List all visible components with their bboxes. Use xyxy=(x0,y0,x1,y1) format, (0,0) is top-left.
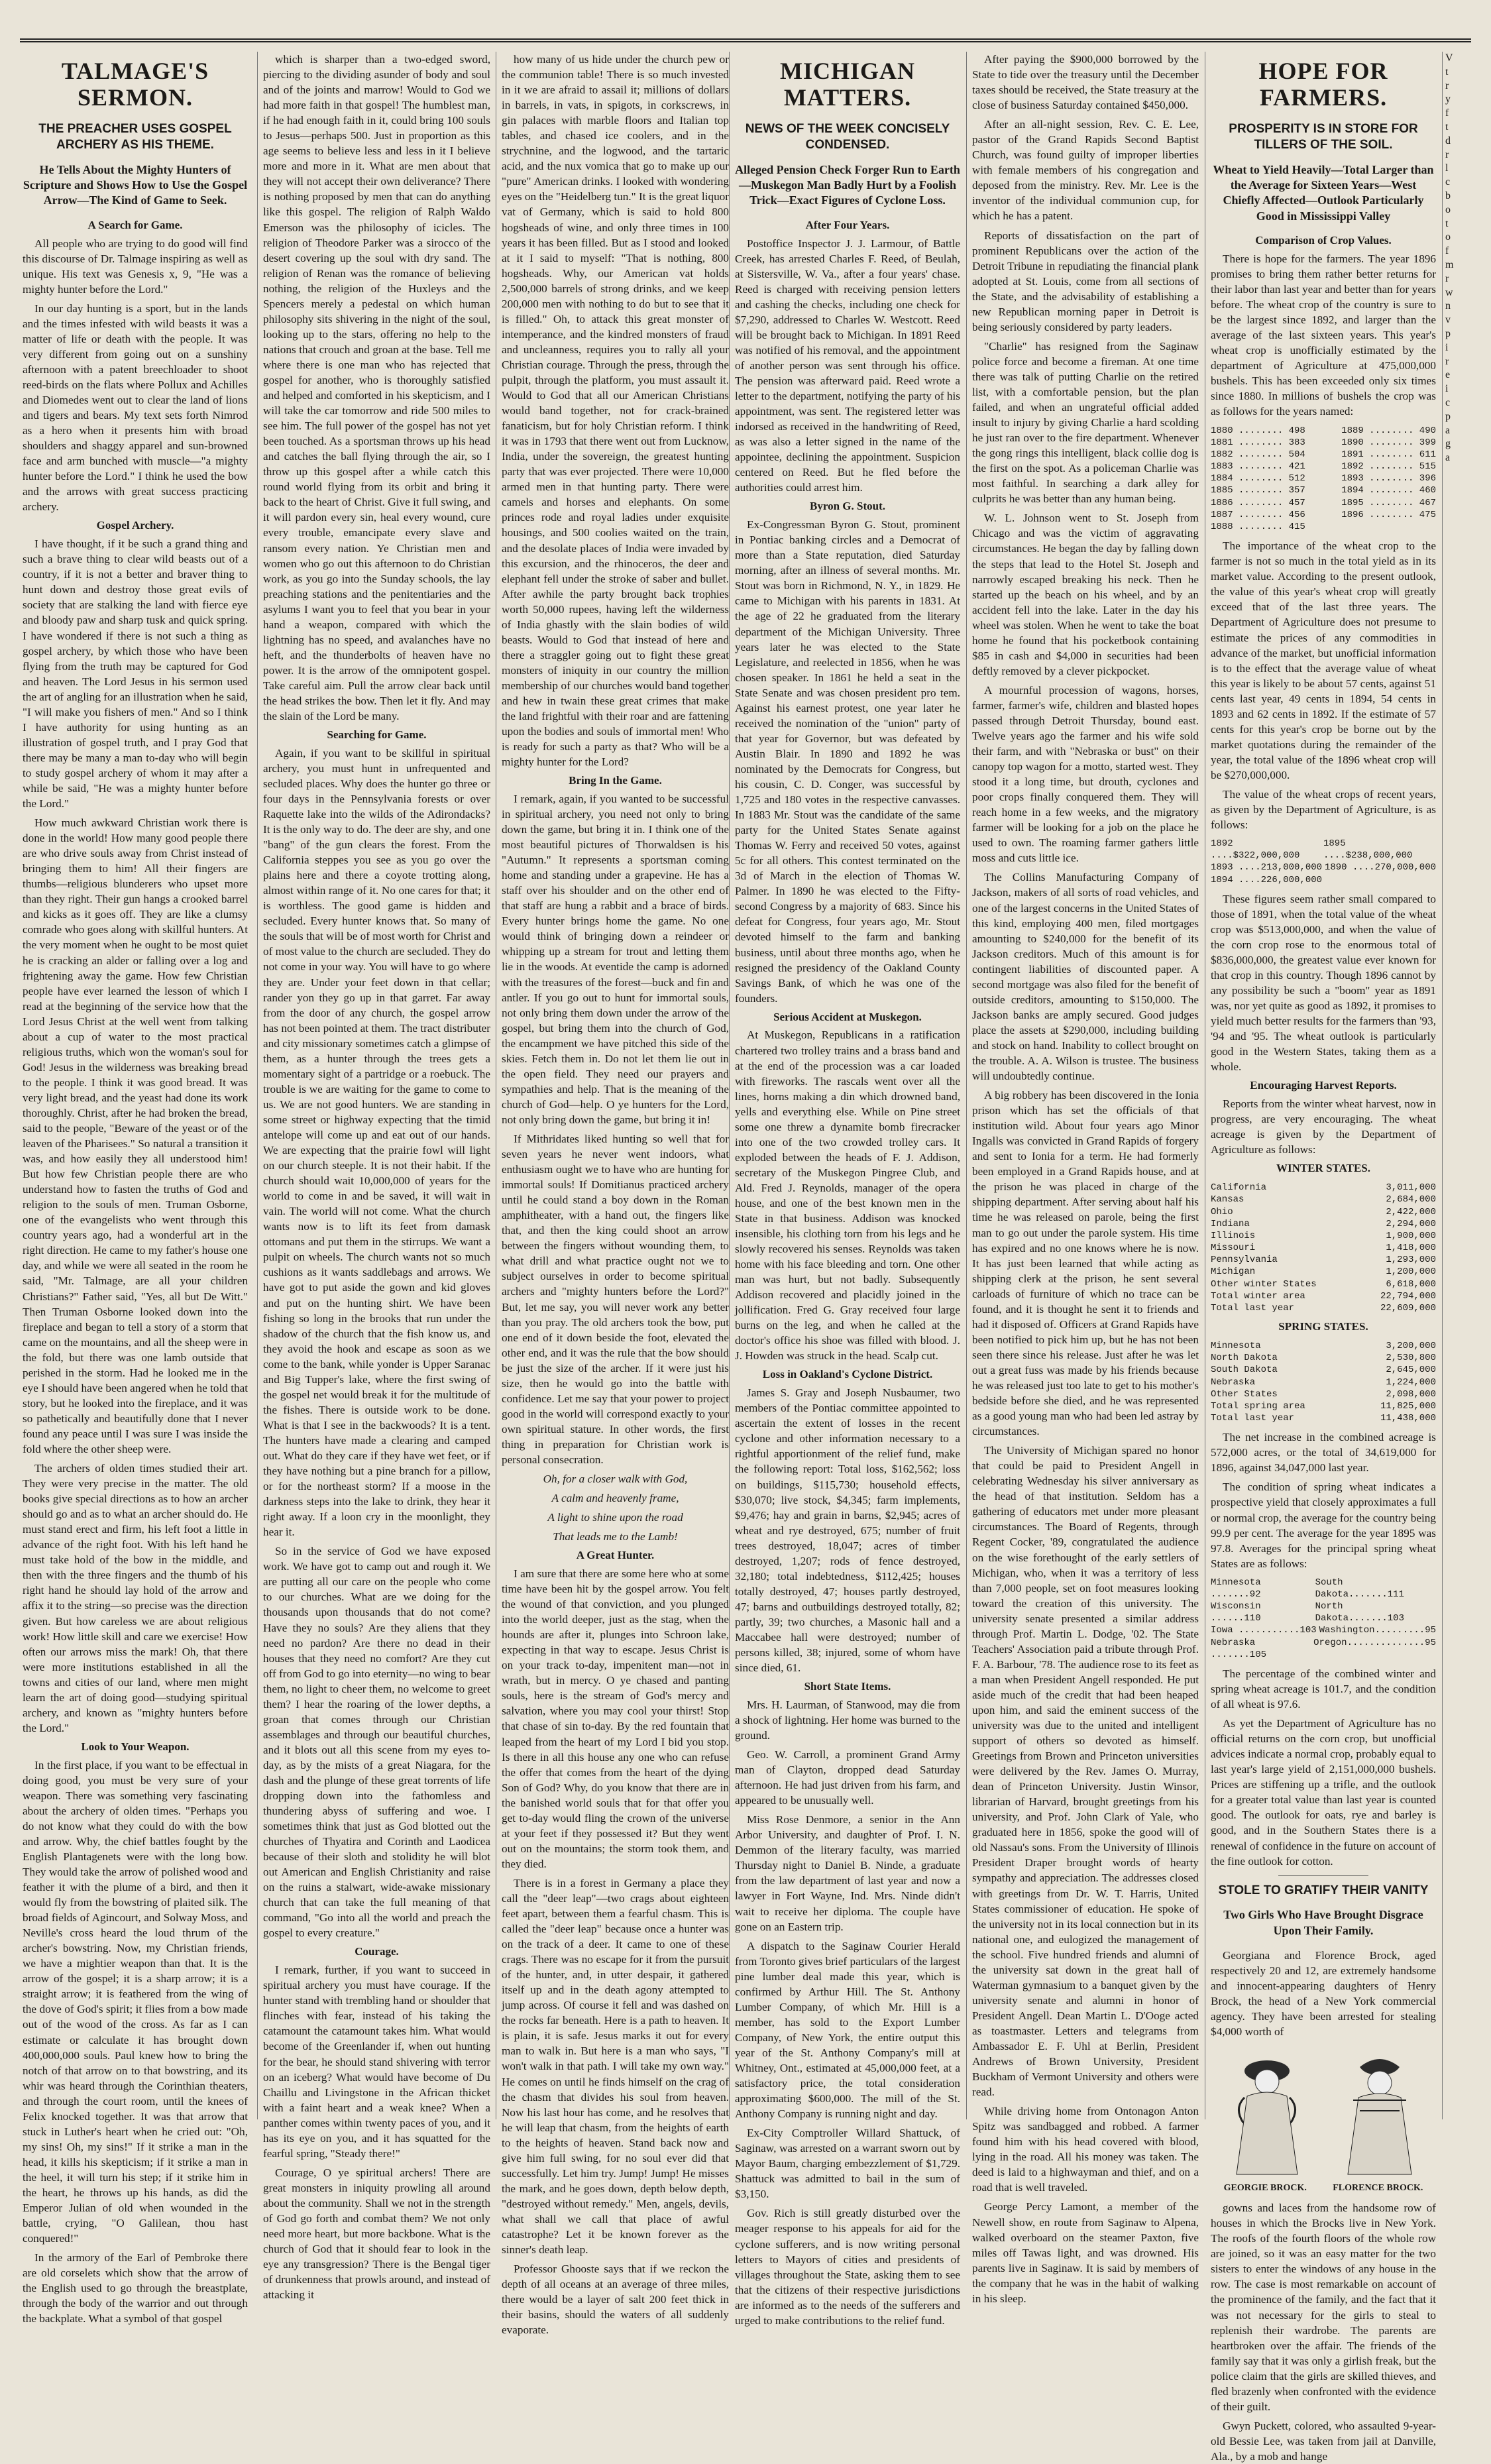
table-row xyxy=(1211,1600,1436,1624)
paragraph: James S. Gray and Joseph Nusbaumer, two members of the Pontiac committee appointed to ascertain the extent of losses in the recent cyclone and other information necessary to a rightful apportionment of the relief fund, make the following report: Total loss, $162,562; loss on buildings, $115,730; household effects, $30,070; live stock, $4,345; farm implements, $9,476; hay and grain in barns, $2,945; acres of wheat and rye destroyed, 675; number of fruit trees destroyed, 18,047; acres of timber destroyed, 1,207; rods of fence destroyed, 32,180; total indebtedness, $112,425; houses totally destroyed, 47; houses partly destroyed, 47; barns and outbuildings destroyed totally, 82; partly, 39; two churches, a Masonic hall and a Maccabee hall were destroyed; number of persons killed, 38; injured, some of whom have since died, 61. xyxy=(735,1386,960,1675)
table-cell: 3,011,000 xyxy=(1386,1182,1436,1194)
paragraph: Reports of dissatisfaction on the part of prominent Republicans over the action of the Detroit Tribune in repudiating the financial plank adopted at St. Louis, come from all sections of the State, and the advisability of establishing a new Republican morning paper in Detroit is being seriously considered by party leaders. xyxy=(972,229,1199,333)
paragraph: After an all-night session, Rev. C. E. Lee, pastor of the Grand Rapids Second Baptist Church, was found guilty of improper liberties with female members of his congregation and deposed from the ministry. Rev. Mr. Lee is the inventor of the individual communion cup, for which he has a patent. xyxy=(972,118,1199,223)
table-cell: Indiana xyxy=(1211,1218,1250,1229)
section-heading: Byron G. Stout. xyxy=(810,500,885,513)
paragraph: In the armory of the Earl of Pembroke there are old corselets which show that the arrow of the English used to go through the breastplate, through the body of the warrior and out through the backplate. What a symbol of that gospel xyxy=(23,2251,248,2325)
table-row xyxy=(1211,1376,1436,1388)
table-cell: South Dakota.......111 xyxy=(1315,1577,1404,1600)
table-cell: 2,294,000 xyxy=(1386,1218,1436,1229)
table-cell: 1,200,000 xyxy=(1386,1266,1436,1278)
caption-georgie: GEORGIE BROCK. xyxy=(1223,2183,1307,2194)
paragraph: Professor Ghooste says that if we reckon the depth of all oceans at an average of three miles, there would be a layer of salt 200 feet thick in their basins, should the waters of all suddenly evaporate. xyxy=(502,2263,729,2337)
paragraph: W. L. Johnson went to St. Joseph from Chicago and was the victim of aggravating circumstances. He began the day by falling down the steps that lead to the Hotel St. Joseph and narrowly escaped breaking his neck. Then he started up the beach on his wheel, and by an accident fell into the lake. Later in the day his wheel was stolen. When he went to take the boat home he found that his pocketbook containing $85 in cash and $4,000 in securities had been deftly removed by a clever pickpocket. xyxy=(972,512,1199,677)
table-row xyxy=(1211,1412,1436,1424)
column-talmage-cont2 xyxy=(496,52,729,2337)
subdeck-farmers: Wheat to Yield Heavily—Total Larger than the Average for Sixteen Years—West Chiefly Affected—Outlook Particularly Good in Mississippi Valley xyxy=(1213,162,1434,223)
table-cell: Nebraska xyxy=(1211,1376,1256,1388)
acreage-text xyxy=(1211,1429,1436,1571)
table-cell: Total last year xyxy=(1211,1303,1295,1314)
table-cell: Total winter area xyxy=(1211,1290,1305,1302)
table-row xyxy=(1211,1230,1436,1242)
table-cell: Michigan xyxy=(1211,1266,1256,1278)
text-line: c xyxy=(1445,176,1451,188)
table-row xyxy=(1211,473,1436,484)
crop-values-heading: Comparison of Crop Values. xyxy=(1255,234,1392,247)
text-line: w xyxy=(1445,286,1453,298)
table-cell: Oregon..............95 xyxy=(1313,1637,1436,1648)
table-row xyxy=(1211,521,1436,533)
deck-farmers: PROSPERITY IS IN STORE FOR TILLERS OF THE SOIL. xyxy=(1229,122,1418,152)
paragraph: At Muskegon, Republicans in a ratification chartered two trolley trains and a brass band and at the end of the procession was a car loaded with fireworks. The rascals went over all the lines, horns making a din which drowned band, yells and everything else. While on Pine street some one threw a dynamite bomb firecracker into one of the two crowded trolley cars. It exploded between the heads of F. J. Addison, secretary of the Muskegon Pingree Club, and Ald. Fred J. Reynolds, manager of the opera house, and one of the best known men in the State in that business. Addison was knocked insensible, his clothing torn from his legs and he slowly recovered his senses. Reynolds was taken home with his face bleeding and torn. One other man was hurt, but not badly. Subsequently Addison recovered and placidly joined in the jollification. Fred G. Gray received four large burns on the leg, and when he called at the doctor's office his shoe was filled with blood. J. J. Howden was struck in the head. Scalp cut. xyxy=(735,1029,960,1363)
section-heading: Look to Your Weapon. xyxy=(81,1740,190,1753)
table-cell: 2,684,000 xyxy=(1386,1194,1436,1205)
table-row xyxy=(1211,874,1436,886)
table-cell: Illinois xyxy=(1211,1230,1256,1241)
table-cell: 11,825,000 xyxy=(1380,1400,1436,1412)
deck-michigan: NEWS OF THE WEEK CONCISELY CONDENSED. xyxy=(745,122,950,152)
text-line: y xyxy=(1445,93,1451,105)
paragraph: While driving home from Ontonagon Anton Spitz was sandbagged and robbed. A farmer found him with his head covered with blood, lying in the road. All his money was taken. The deed is laid to a highwayman and thief, and on a road that is well traveled. xyxy=(972,2105,1199,2194)
headline-vanity: STOLE TO GRATIFY THEIR VANITY xyxy=(1218,1883,1429,1897)
table-cell: 1890 ....270,000,000 xyxy=(1324,862,1436,873)
paragraph: There is in a forest in Germany a place they call the "deer leap"—two crags about eighteen feet apart, between them a fearful chasm. This is called the "deer leap" because once a hunter was on the track of a deer. It came to one of these crags. There was no escape for it from the pursuit of the hunter, and, in utter despair, it gathered itself up and in the death agony attempted to jump across. Of course it fell and was dashed on the rocks far beneath. Here is a path to heaven. It is plain, it is safe. Jesus marks it out for every man to walk in. But here is a man who says, "I won't walk in that path. I will take my own way." He comes on until he finds himself on the crag of the chasm that divides his soul from heaven. Now his last hour has come, and he resolves that he will leap that chasm, from the heights of earth to the heights of heaven. Stand back now and give him full swing, for no soul ever did that successfully. Let him try. Jump! Jump! He misses the mark, and he goes down, depth below depth, "destroyed without remedy." Men, angels, devils, what shall we call that place of awful catastrophe? Let it be known forever as the sinner's death leap. xyxy=(502,1876,729,2257)
paragraph: These figures seem rather small compared to those of 1891, when the total value of the wheat crop was $513,000,000, and when the value of the corn crop rose to the enormous total of $836,000,000, the greatest value ever known for that crop in this country. Though 1896 cannot by any possibility be such a "boom" year as 1891 was, nor yet quite as good as 1892, it promises to yield much better results for the farmers than '93, '94 and '95. The wheat outlook is particularly good in the Western States, taking them as a whole. xyxy=(1211,892,1436,1074)
text-line: p xyxy=(1445,327,1451,339)
table-row xyxy=(1211,1218,1436,1230)
column-farmers xyxy=(1205,52,1436,2463)
verse-line: Oh, for a closer walk with God, xyxy=(543,1473,688,1486)
column-talmage xyxy=(23,52,248,2325)
table-cell: Wisconsin ......110 xyxy=(1211,1601,1261,1624)
paragraph: The University of Michigan spared no honor that could be paid to President Angell in celebrating Wednesday his silver anniversary as the head of that institution. Seldom has a gathering of educators met under more pleasant circumstances. The Board of Regents, through Regent Cocker, '89, congratulated the audience on the wise forethought of the early settlers of Michigan, who, when it was a territory of less than 7,000 people, set on foot measures looking toward the creation of this university. The university senate presented a similar address through Prof. Martin L. Dodge, '02. The State Teachers' Association paid a tribute through Prof. F. A. Barbour, '78. The audience rose to its feet as a man when President Angell responded. He put aside much of the credit that had been heaped upon him, and said the eminent success of the university was due to the united and intelligent support of others so devoted as himself. Greetings from Brown and Princeton universities were delivered by the Rev. James O. Murray, dean of Princeton University. Justin Winsor, librarian of Harvard, brought greetings from his university, and Prof. John Clark of Yale, who graduated here in 1856, spoke the good will of old Nassau's sons. From the University of Illinois President Draper brought words of hearty sympathy and appreciation. The addresses closed with greetings from Dr. W. T. Harris, United States commissioner of education. He spoke of the university not in its local connection but in its national one, and eulogized the management of the school. Five hundred friends and alumni of the university sat down in the great hall of Waterman gymnasium to a banquet given by the university senate and alumni in honor of President Angell. Dean Martin L. D'Ooge acted as toastmaster. Letters and telegrams from Ambassador E. F. Uhl at Berlin, President Andrews of Brown University, President Buckham of Vermont University and others were read. xyxy=(972,1444,1199,2099)
table-cell: 22,794,000 xyxy=(1380,1290,1436,1302)
table-cell: 1889 ........ 490 xyxy=(1341,425,1436,436)
body-michigan xyxy=(735,218,960,2328)
paragraph: Courage, O ye spiritual archers! There are great monsters in iniquity prowling all around about the community. Shall we not in the strength of God go forth and combat them? We not only need more heart, but more backbone. What is the church of God that it should fear to look in the eye any transgression? There is the Bengal tiger of drunkenness that prowls around, and instead of attacking it xyxy=(263,2166,490,2302)
section-heading: Loss in Oakland's Cyclone District. xyxy=(762,1368,933,1381)
table-cell: 1890 ........ 399 xyxy=(1341,437,1436,448)
headline-farmers: HOPE FOR FARMERS. xyxy=(1258,58,1388,111)
paragraph: If Mithridates liked hunting so well that for seven years he never went indoors, what enthusiasm ought we to have who are hunting for immortal souls! If Domitianus practiced archery until he could stand a boy down in the Roman amphitheater, with a hand out, the fingers like that, and then the king could shoot an arrow between the fingers without wounding them, to what drill and what practice ought not we to subject ourselves in order to become spiritual archers and "mighty hunters before the Lord?" But, let me say, you will never work any better than you pray. The old archers took the bow, put one end of it down beside the foot, elevated the other end, and it was the rule that the bow should be just the size of the archer. If it were just his size, then he would go into the battle with confidence. Let me say that your power to project good in the world will correspond exactly to your own spiritual stature. In other words, the first thing in preparation for Christian work is personal consecration. xyxy=(502,1133,729,1466)
section-heading: Courage. xyxy=(355,1945,399,1958)
paragraph: I have thought, if it be such a grand thing and such a brave thing to clear wild beasts out of a country, if it is not a better and braver thing to hunt down and destroy those great evils of society that are stalking the land with fierce eye and bloody paw and sharp tusk and quick spring. I have wondered if there is not such a thing as gospel archery, by which those who have been flying from the truth may be captured for God and heaven. The Lord Jesus in his sermon used the art of angling for an illustration when he said, "I will make you fishers of men." And so I think I have authority for using hunting as an illustration of gospel truth, and I pray God that there may be many a man to-day who will begin to study gospel archery of whom it may after a while be said, "He was a mighty hunter before the Lord." xyxy=(23,537,248,811)
paragraph: Geo. W. Carroll, a prominent Grand Army man of Clayton, dropped dead Saturday afternoon. He had just driven from his farm, and appeared to be unusually well. xyxy=(735,1748,960,1807)
deck-vanity: Two Girls Who Have Brought Disgrace Upon Their Family. xyxy=(1223,1908,1423,1937)
paragraph: Ex-City Comptroller Willard Shattuck, of Saginaw, was arrested on a warrant sworn out by Mayor Baum, charging embezzlement of $1,729. Shattuck was admitted to bail in the sum of $3,150. xyxy=(735,2127,960,2201)
table-cell: 1885 ........ 357 xyxy=(1211,485,1305,496)
text-line: t xyxy=(1445,217,1449,229)
paragraph: Georgiana and Florence Brock, aged respectively 20 and 12, are extremely handsome and innocent-appearing daughters of Henry Brock, the head of a New York commercial agency. They have been arrested for stealing $4,000 worth of xyxy=(1211,1949,1436,2039)
table-row xyxy=(1211,1266,1436,1278)
crop-values-text xyxy=(1211,251,1436,420)
georgie-brock-portrait xyxy=(1221,2044,1313,2177)
paragraph: The percentage of the combined winter and spring wheat acreage is 101.7, and the condition of all wheat is 97.6. xyxy=(1211,1667,1436,1711)
caption-florence: FLORENCE BROCK. xyxy=(1333,2183,1423,2194)
paragraph: how many of us hide under the church pew or the communion table! There is so much invested in it we are afraid to assail it; millions of dollars in barrels, in vats, in spigots, in corkscrews, in gin palaces with marble floors and Italian top tables, and chased ice coolers, and in the strychnine, and the logwood, and the tartaric acid, and the nux vomica that go to make up our "pure" American drinks. I looked with wondering eyes on the "Heidelberg tun." It is the great liquor vat of Germany, which is said to hold 800 hogsheads of wine, and only three times in 100 years it has been filled. But as I stood and looked at it I said to myself: "That is nothing, 800 hogsheads. Why, our American vat holds 2,500,000 barrels of strong drinks, and we keep 200,000 men with nothing to do but to see that it is filled." Oh, to attack this great monster of intemperance, and the kindred monsters of fraud and uncleanness, requires you to rally all your Christian courage. Through the press, through the pulpit, through the platform, you must assault it. Would to God that all our American Christians would band together, not for crack-brained fanaticism, but for holy Christian reform. I think it was in 1793 that there went out from Lucknow, India, under the sovereign, the greatest hunting party that was ever projected. There were 10,000 armed men in that hunting party. There were camels and horses and elephants. On some princes rode and royal ladies under exquisite housings, and 500 coolies waited on the train, and the desolate places of India were invaded by this excursion, and the rhinoceros, the deer and elephant fell under the stroke of saber and bullet. After awhile the party brought back trophies worth 50,000 rupees, having left the wilderness of India ghastly with the slain bodies of wild beasts. Would to God that instead of here and there a straggler going out to fight these great monsters of iniquity in our country the million membership of our churches would band together and hew in twain these great crimes that make the land frightful with their roar and are fattening upon the bodies and souls of immortal men! Who is ready for such a party as that? Who will be a mighty hunter for the Lord? xyxy=(502,53,729,769)
table-cell: 1888 ........ 415 xyxy=(1211,522,1305,533)
table-cell: 1,293,000 xyxy=(1386,1255,1436,1266)
verse-line: That leads me to the Lamb! xyxy=(553,1530,678,1543)
paragraph: As yet the Department of Agriculture has no official returns on the corn crop, but unofficial advices indicate a normal crop, probably equal to last year's large yield of 2,151,000,000 bushels. Prices are stiffening up a trifle, and the outlook for a greater total value than last year is counted good. The outlook for oats, rye and barley is good, and in the Southern States there is a renewal of confidence in the future on account of the fine outlook for cotton. xyxy=(1211,1717,1436,1868)
text-line: r xyxy=(1445,355,1449,367)
vanity-text xyxy=(1211,1948,1436,2039)
table-row xyxy=(1211,1637,1436,1661)
table-cell: 1,224,000 xyxy=(1386,1376,1436,1388)
paragraph: George Percy Lamont, a member of the Newell show, en route from Saginaw to Alpena, walked overboard on the steamer Paxton, five miles off Tawas light, and was drowned. His parents live in Saginaw. It is said by members of the company that he was in the habit of walking in his sleep. xyxy=(972,2200,1199,2305)
spring-states-table xyxy=(1211,1340,1436,1424)
column-talmage-cont xyxy=(257,52,490,2302)
table-cell: 2,422,000 xyxy=(1386,1206,1436,1217)
table-row xyxy=(1211,1302,1436,1314)
paragraph: There is hope for the farmers. The year 1896 promises to bring them rather better returns for their labor than last year and better than for years before. The wheat crop of the country is sure to be the largest since 1892, and larger than the average of the last sixteen years. This year's wheat crop is unofficially estimated by the department of Agriculture at 475,000,000 bushels. This has been exceeded only six times since 1880. In millions of bushels the crop was as follows for the years named: xyxy=(1211,252,1436,418)
section-heading: After Four Years. xyxy=(805,218,890,231)
text-line: V xyxy=(1445,52,1453,64)
table-cell: Other winter States xyxy=(1211,1278,1317,1290)
table-cell: Washington.........95 xyxy=(1319,1625,1436,1636)
text-line: f xyxy=(1445,245,1449,257)
paragraph: I remark, further, if you want to succeed in spiritual archery you must have courage. If the hunter stand with trembling hand or shoulder that flinches with fear, instead of his taking the catamount the catamount takes him. What would become of the Greenlander if, when out hunting for the bear, he should stand shivering with terror on an iceberg? What would have become of Du Chaillu and Livingstone in the African thicket with a faint heart and a weak knee? When a panther comes within twenty paces of you, and it has its eye on you, and it has squatted for the fearful spring, "Steady there!" xyxy=(263,1964,490,2160)
paragraph: In the first place, if you want to be effectual in doing good, you must be very sure of your weapon. There was something very fascinating about the archery of olden times. "Perhaps you do not know what they could do with the bow and arrow. Why, the chief battles fought by the English Plantagenets were with the long bow. They would take the arrow of polished wood and feather it with the plume of a bird, and then it would fly from the bowstring of plaited silk. The broad fields of Agincourt, and Solway Moss, and Neville's cross heard the loud thrum of the archer's bowstring. Now, my Christian friends, we have a mightier weapon than that. It is the arrow of the gospel; it is a sharp arrow; it is a straight arrow; it is feathered from the wing of the dove of God's spirit; it flies from a bow made out of the wood of the cross. As far as I can estimate or calculate it has brought down 400,000,000 souls. Paul knew how to bring the notch of that arrow on to that bowstring, and its whir was heard through the Corinthian theaters, and through the court room, until the knees of Felix knocked together. It was that arrow that stuck in Luther's heart when he cried out: "Oh, my sins! Oh, my sins!" If it strike a man in the head, it kills his skepticism; if it strike a man in the heel, it will turn his step; if it strike him in the heart, he throws up his hands, as did the Emperor Julian of old when wounded in the battle, crying, "O Galilean, thou hast conquered!" xyxy=(23,1758,248,2245)
florence-brock-portrait xyxy=(1333,2044,1426,2177)
text-line: d xyxy=(1445,135,1451,146)
table-row xyxy=(1211,838,1436,862)
table-cell: 1893 ........ 396 xyxy=(1341,473,1436,484)
column-edge-fragment xyxy=(1442,52,1477,2119)
paragraph: The condition of spring wheat indicates a prospective yield that closely approximates a full or normal crop, the average for the country being 99.9 per cent. The average for the year 1895 was 97.8. Averages for the principal spring wheat States are as follows: xyxy=(1211,1481,1436,1570)
text-line: r xyxy=(1445,80,1449,91)
table-cell: Iowa ...........103 xyxy=(1211,1625,1317,1636)
paragraph: So in the service of God we have exposed work. We have got to camp out and rough it. We are putting all our care on the people who come to our churches. What are we doing for the thousands upon thousands that do not come? Have they no souls? Are they aliens that they need no pardon? Are there no dead in their houses that they need no comfort? Are they cut off from God to go into eternity—no wing to bear them, no light to cheer them, no welcome to greet them? I hear the roaring of the lower depths, a groan that comes through our Christian assemblages and through our beautiful churches, and it blots out all this scene from my eyes to-day, as by the mists of a great Niagara, for the dash and the plunge of these great torrents of life dropping down into the fathomless and thundering abyss of suffering and woe. I sometimes think that just as God blotted out the churches of Thyatira and Corinth and Laodicea because of their sloth and stolidity he will blot out American and English Christianity and raise on the ruins a stalwart, wide-awake missionary church that can take the full meaning of that command, "Go into all the world and preach the gospel to every creature." xyxy=(263,1545,490,1940)
table-cell: 1894 ........ 460 xyxy=(1341,485,1436,496)
paragraph: After paying the $900,000 borrowed by the State to tide over the treasury until the December taxes should be received, the State treasury at the close of business Saturday contained $450,000. xyxy=(972,53,1199,112)
corn-outlook-text xyxy=(1211,1666,1436,1869)
table-row xyxy=(1211,437,1436,449)
table-cell: 1881 ........ 383 xyxy=(1211,437,1305,448)
table-cell: 3,200,000 xyxy=(1386,1340,1436,1351)
table-row xyxy=(1211,1278,1436,1290)
table-cell: 1892 ....$322,000,000 xyxy=(1211,838,1300,862)
paragraph: gowns and laces from the handsome row of houses in which the Brocks live in New York. The roofs of the fourth floors of the whole row are joined, so it was an easy matter for the two sisters to enter the windows of any house in the row. The case is most remarkable on account of the prominence of the family, and the fact that it was not necessary for the girls to steal to replenish their wardrobe. The parents are heartbroken over the affair. The friends of the family say that it was only a girlish freak, but the police claim that the girls are skilled thieves, and fled brazenly when confronted with the evidence of their guilt. xyxy=(1211,2202,1436,2413)
text-line: l xyxy=(1445,162,1449,174)
text-line: v xyxy=(1445,314,1451,326)
text-line: o xyxy=(1445,231,1451,243)
table-cell: 2,645,000 xyxy=(1386,1365,1436,1376)
section-heading: Bring In the Game. xyxy=(569,774,662,787)
table-row xyxy=(1211,1206,1436,1218)
deck-talmage: THE PREACHER USES GOSPEL ARCHERY AS HIS THEME. xyxy=(38,122,232,152)
headline-talmage: TALMAGE'S SERMON. xyxy=(61,58,209,111)
table-cell: Total last year xyxy=(1211,1413,1295,1424)
table-row xyxy=(1211,1254,1436,1266)
table-cell: 1895 ........ 467 xyxy=(1341,497,1436,508)
table-cell: 1894 ....226,000,000 xyxy=(1211,874,1323,885)
table-row xyxy=(1211,1624,1436,1636)
paragraph: Postoffice Inspector J. J. Larmour, of Battle Creek, has arrested Charles F. Reed, of Beulah, at Sistersville, W. Va., after a four years' chase. Reed is charged with receiving pension letters and cashing the checks, including one check for $7,290, addressed to Charles W. Westcott. Reed will be brought back to Michigan. In 1891 Reed was notified of his removal, and the appointment of another person was sent through his office. The pension was afterward paid. Reed wrote a letter to the department, notifying the party of his appointment, was sent. The registered letter was indorsed as received in the handwriting of Reed, as was also a letter signed in the name of the appointee, declining the appointment. Suspicion centered on Reed. But he fled before the authorities could arrest him. xyxy=(735,237,960,494)
body-talmage-cont xyxy=(263,52,490,2302)
paragraph: The importance of the wheat crop to the farmer is not so much in the total yield as in its market value. According to the present outlook, the value of this year's wheat crop will greatly exceed that of the last three years. The Department of Agriculture does not presume to estimate the prices of any commodities in advance of the market, but unofficial information is to the effect that the average value of wheat this year is likely to be about 57 cents, against 51 cents last year, 49 cents in 1894, 54 cents in 1893 and 62 cents in 1892. If the estimate of 57 cents for this year's crop be borne out by the market quotations during the remainder of the year, the total value of the 1896 wheat crop will be $270,000,000. xyxy=(1211,539,1436,781)
text-line: i xyxy=(1445,383,1449,395)
column-michigan-cont xyxy=(966,52,1199,2305)
table-cell: Kansas xyxy=(1211,1194,1244,1205)
paragraph: Mrs. H. Laurman, of Stanwood, may die from a shock of lightning. Her home was burned to the ground. xyxy=(735,1698,960,1742)
section-heading: Short State Items. xyxy=(804,1680,891,1693)
paragraph: Ex-Congressman Byron G. Stout, prominent in Pontiac banking circles and a Democrat of more than a State reputation, died Saturday morning, after an illness of several months. Mr. Stout was born in Richmond, N. Y., in 1829. He came to Michigan with his parents in 1831. At the age of 22 he graduated from the literary department of the Michigan University. Three years later he was elected to the State Legislature, and reelected in 1856, when he was chosen speaker. In 1861 he held a seat in the State Senate and was chosen president pro tem. Against his earnest protest, one year later he received the nomination of the "union" party of that year for Governor, but was defeated by Austin Blair. In 1890 and 1892 he was nominated by the Democrats for Congress, but his cousin, C. D. Conger, was successful by 1,725 and 180 votes in the respective canvasses. In 1883 Mr. Stout was the candidate of the same party for the United States Senate against Thomas W. Ferry and received 50 votes, against 5c for all others. This contest terminated on the 3d of March in the election of Thomas W. Palmer. In 1890 he was elected to the Fifty-second Congress by a majority of 683. Since his defeat for Congress, four years ago, Mr. Stout devoted himself to the farm and banking business, until about three months ago, when he resigned the presidency of the Oakland County Savings Bank, of which he was one of the founders. xyxy=(735,518,960,1005)
table-cell: 1891 ........ 611 xyxy=(1341,449,1436,460)
table-cell: 1884 ........ 512 xyxy=(1211,473,1305,484)
paragraph: A dispatch to the Saginaw Courier Herald from Toronto gives brief particulars of the largest pine lumber deal made this year, which is confirmed by Arthur Hill. The St. Anthony Lumber Company, of which Mr. Hill is a member, has sold to the Export Lumber Company, of New York, the entire output this year of the St. Anthony Company's mill at Whitney, Ont., estimated at 45,000,000 feet, at a satisfactory price, the total consideration approximating $600,000. The mill of the St. Anthony Company is running night and day. xyxy=(735,1939,960,2121)
paragraph: "Charlie" has resigned from the Saginaw police force and become a fireman. At one time there was talk of putting Charlie on the retired list, with a comfortable pension, but the plan failed, and when an ungrateful official added insult to injury by giving Charlie a hard scolding he just ran over to the fire department. Whenever the gong rings this intelligent, black collie dog is the first on the spot. As a policeman Charlie was most faithful. In searching a dark alley for culprits he was better than any human being. xyxy=(972,339,1199,506)
edge-letters xyxy=(1445,52,1477,465)
paragraph: The archers of olden times studied their art. They were very precise in the matter. The old books give special directions as to how an archer should go and as to what an archer should do. He must stand erect and firm, his left foot a little in advance of the right foot. With his left hand he must take hold of the bow in the middle, and then with the three fingers and the thumb of his right hand he should lay hold of the arrow and affix it to the string—so precise was the direction given. But how careless we are about religious work! How little skill and care we exercise! How often our arrows miss the mark! Oh, that there were more institutions established in all the towns and cities of our land, where men might learn the art of doing good—studying spiritual archery, and known as "mighty hunters before the Lord." xyxy=(23,1462,248,1734)
table-cell: 1893 ....213,000,000 xyxy=(1211,862,1323,873)
table-cell: 1,418,000 xyxy=(1386,1243,1436,1254)
winter-states-table xyxy=(1211,1182,1436,1314)
body-talmage xyxy=(23,218,248,2327)
text-line: r xyxy=(1445,272,1449,284)
condition-table xyxy=(1211,1577,1436,1661)
paragraph: In our day hunting is a sport, but in the lands and the times infested with wild beasts it was a matter of life or death with the people. It was very different from going out on a sunshiny afternoon with a patent breechloader to shoot reed-birds on the flats where Pollux and Achilles and Diomedes went out to clear the land of lions and tigers and bears. My text sets forth Nimrod as a hero when it presents him with broad shoulders and shaggy apparel and sun-browned face and arm bunched with muscle—"a mighty hunter before the Lord." I think he used the bow and the arrows with great success practicing archery. xyxy=(23,302,248,514)
subdeck-talmage: He Tells About the Mighty Hunters of Scripture and Shows How to Use the Gospel Arrow—The Kind of Game to Seek. xyxy=(23,162,248,207)
crop-dollar-table xyxy=(1211,838,1436,886)
table-cell: Ohio xyxy=(1211,1206,1233,1217)
text-line: a xyxy=(1445,424,1451,436)
table-cell: 22,609,000 xyxy=(1380,1303,1436,1314)
table-cell: South Dakota xyxy=(1211,1365,1278,1376)
table-cell: Total spring area xyxy=(1211,1400,1305,1412)
crop-value-text xyxy=(1211,538,1436,832)
verse-line: A light to shine upon the road xyxy=(547,1511,683,1524)
table-row xyxy=(1211,862,1436,873)
text-line: a xyxy=(1445,452,1451,464)
paragraph: Miss Rose Denmore, a senior in the Ann Arbor University, and daughter of Prof. I. N. Demmon of the literary faculty, was married Thursday night to Daniel B. Ninde, a graduate from the law department of last year and now a lawyer in Fort Wayne, Ind. Mrs. Ninde didn't wait to receive her diploma. The couple have gone on an Eastern trip. xyxy=(735,1813,960,1933)
table-row xyxy=(1211,484,1436,496)
text-line: g xyxy=(1445,438,1451,450)
table-cell: Minnesota xyxy=(1211,1340,1261,1351)
harvest-heading: Encouraging Harvest Reports. xyxy=(1250,1079,1397,1092)
text-line: m xyxy=(1445,258,1454,270)
table-row xyxy=(1211,449,1436,461)
table-cell: North Dakota.......103 xyxy=(1315,1601,1404,1624)
table-row xyxy=(1211,1182,1436,1194)
paragraph: A big robbery has been discovered in the Ionia prison which has set the officials of that institution wild. About four years ago Minor Ingalls was convicted in Grand Rapids of forgery and sent to Ionia for a term. He had formerly been employed in a Grand Rapids house, and at the prison he was placed in charge of the shipping department. After serving about half his time he was released on parole, being the first man to go out under the parole system. His time has expired and no one knows where he is now. It has just been learned that while acting as shipping clerk at the prison, he sent several carloads of furniture of which no trace can be found, and it is thought he sent it to friends and had it disposed of. Officers at Grand Rapids have been notified to pick him up, but he has not been seen there since his release. Just after he was let out a great fuss was made by his friends because he was released just too late to get to his mother's bedside before she died, and he was represented as a good young man who had been led astray by circumstances. xyxy=(972,1089,1199,1438)
verse-line: A calm and heavenly frame, xyxy=(551,1492,679,1505)
section-heading: A Great Hunter. xyxy=(576,1549,655,1562)
column-michigan xyxy=(729,52,960,2327)
text-line: r xyxy=(1445,148,1449,160)
table-row xyxy=(1211,1364,1436,1376)
paragraph: Gwyn Puckett, colored, who assaulted 9-year-old Bessie Lee, was taken from jail at Danville, Ala., by a mob and hange xyxy=(1211,2419,1436,2463)
harvest-text xyxy=(1211,1096,1436,1157)
table-cell: 1895 ....$238,000,000 xyxy=(1323,838,1413,862)
table-row xyxy=(1211,509,1436,521)
table-row xyxy=(1211,1400,1436,1412)
top-rule xyxy=(20,38,1471,42)
paragraph: How much awkward Christian work there is done in the world! How many good people there are who drive souls away from Christ instead of bringing them to him! All their fingers are thumbs—religious blunderers who upset more than they right. Their gun hangs a crooked barrel and kicks as it goes off. They are like a clumsy comrade who goes along with skillful hunters. At the very moment when he ought to be most quiet he is cracking an alder or falling over a log and frightening away the game. How few Christian people have ever learned the lesson of which I read at the beginning of the service how that the Lord Jesus Christ at the well went from talking about a cup of water to the most practical religious truths, which won the woman's soul for God! Jesus in the wilderness was breaking bread to the people. I think it was good bread. It was very light bread, and the yeast had done its work thoroughly. Christ, after he had broken the bread, said to the people, "Beware of the yeast or of the leaven of the Pharisees." So natural a transition it was, and how easily they all understood him! But how few Christian people there are who understand how to fasten the truths of God and religion to the souls of men. Truman Osborne, one of the evangelists who went through this country years ago, had a wonderful art in the right direction. He came to my father's house one day, and while we were all seated in the room he said, "Mr. Talmage, are all your children Christians?" Father said, "Yes, all but De Witt." Then Truman Osborne looked down into the fireplace and began to tell a story of a storm that came on the mountains, and all the sheep were in the fold, but there was one lamb outside that perished in the storm. Had he looked me in the eye I should have been angered when he told that story, but he looked into the fireplace, and it was so pathetically and beautifully done that I never found any peace until I was sure I was inside the fold where the other sheep were. xyxy=(23,816,248,1455)
text-line: t xyxy=(1445,66,1449,78)
text-line: f xyxy=(1445,107,1449,119)
section-heading: Searching for Game. xyxy=(327,728,427,742)
section-heading: Gospel Archery. xyxy=(96,519,174,532)
body-talmage-cont2 xyxy=(502,52,729,2337)
table-row xyxy=(1211,497,1436,509)
table-cell: 1,900,000 xyxy=(1386,1230,1436,1241)
table-cell: North Dakota xyxy=(1211,1353,1278,1364)
paragraph: Reports from the winter wheat harvest, now in progress, are very encouraging. The wheat acreage is given by the Department of Agriculture as follows: xyxy=(1211,1097,1436,1156)
table-row xyxy=(1211,1242,1436,1254)
table-cell: 1880 ........ 498 xyxy=(1211,425,1305,436)
paragraph: which is sharper than a two-edged sword, piercing to the dividing asunder of body and soul and of the joints and marrow! Would to God we had more faith in that gospel! The humblest man, if he had enough faith in it, could bring 100 souls to Jesus—perhaps 500. Just in proportion as this age seems to believe less and less in it I believe more and more in it. What are men about that they will not accept their own deliverance? There is nothing proposed by men that can do anything like this gospel. The religion of Ralph Waldo Emerson was the philosophy of icicles. The religion of Theodore Parker was a sirocco of the desert covering up the soul with dry sand. The religion of Renan was the romance of believing nothing, the religion of the Huxleys and the Spencers merely a pedestal on which human philosophy sits shivering in the night of the soul, looking up to the stars, offering no help to the nations that crouch and groan at the base. Tell me where there is one man who has rejected that gospel for another, who is thoroughly satisfied and helped and comforted in his skepticism, and I will take the car tomorrow and ride 500 miles to see him. The full power of the gospel has not yet been touched. As a sportsman throws up his head and catches the ball flying through the air, so I throw up this gospel after a while catch this round world flying from its orbit and bring it back to the heart of Christ. Give it full swing, and it will pardon every sin, heal every wound, cure every trouble, emancipate every slave and ransom every nation. Ye Christian men and women who go out this afternoon to do Christian work, as you go into the Sunday schools, the lay preaching stations and the penitentiaries and the asylums I want you to feel that you bear in your hand a weapon, compared with which the lightning has no speed, and avalanches have no heft, and the thunderbolts of heaven have no power. It is the arrow of the omnipotent gospel. Take careful aim. Pull the arrow clear back until the head strikes the bow. Then let it fly. And may the slain of the Lord be many. xyxy=(263,53,490,723)
text-line: t xyxy=(1445,121,1449,133)
crop-value-text-2 xyxy=(1211,891,1436,1075)
text-line: o xyxy=(1445,203,1451,215)
paragraph: Again, if you want to be skillful in spiritual archery, you must hunt in unfrequented and secluded places. Why does the hunter go three or four days in the Pennsylvania forests or over Raquette lake into the wilds of the Adirondacks? It is the only way to do. The deer are shy, and one "bang" of the gun clears the forest. From the California steppes you see as you go over the plains here and there a coyote trotting along, almost within range of it. No one cares for that; it is worthless. The good game is hidden and secluded. Every hunter knows that. So many of the souls that will be of most worth for Christ and of most value to the church are secluded. They do not come in your way. You will have to go where they are. Under your feet down in that cellar; rander yon they go up in that garret. Far away from the door of any church, the gospel arrow has not been pointed at them. The tract distributer and city missionary sometimes catch a glimpse of them, as a hunter through the trees gets a momentary sight of a partridge or a roebuck. The trouble is we are waiting for the game to come to us. We are not good hunters. We are standing in some street or highway expecting that the timid antelope will come up and eat out of our hands. We are expecting that the prairie fowl will light on our church steeple. It is not their habit. If the church should wait 10,000,000 of years for the world to come in and be saved, it will wait in vain. The world will not come. What the church wants now is to lift its feet from damask ottomans and put them in the stirrups. We want a pulpit on wheels. The church wants not so much cushions as it wants saddlebags and arrows. We have got to put aside the gown and kid gloves and put on the hunting shirt. We have been fishing so long in the brooks that run under the shadow of the church that the fish know us, and they avoid the hook and escape as soon as we come to the bank, while yonder is Upper Saranac and Big Tupper's lake, where the first swing of the gospel net would break it for the multitude of the fishes. There is outside work to be done. What is that I see in the backwoods? It is a tent. The hunters have made a clearing and camped out. What do they care if they have wet feet, or if they have nothing but a pine branch for a pillow, or for the northeast storm? If a moose in the darkness steps into the lake to drink, they hear it right away. If a loon cry in the moonlight, they hear it. xyxy=(263,746,490,1539)
table-row xyxy=(1211,1290,1436,1302)
table-cell: 6,618,000 xyxy=(1386,1278,1436,1290)
table-cell: 2,098,000 xyxy=(1386,1388,1436,1400)
headline-michigan: MICHIGAN MATTERS. xyxy=(780,58,915,111)
paragraph: The Collins Manufacturing Company of Jackson, makers of all sorts of road vehicles, and one of the largest concerns in the United States of this kind, employing 400 men, filed mortgages amounting to $240,000 for the benefit of its Jackson creditors. Much of this amount is for contingent liabilities of discounted paper. A second mortgage was also filed for the benefit of outside creditors, amounting to $150,000. The Jackson banks are amply secured. Good judges place the assets at $290,000, including building and stock on hand. Inability to collect brought on the trouble. A. A. Wilson is trustee. The business will undoubtedly continue. xyxy=(972,871,1199,1083)
table-cell: 1882 ........ 504 xyxy=(1211,449,1305,460)
portrait-captions xyxy=(1211,2182,1436,2195)
table-row xyxy=(1211,461,1436,473)
paragraph: I am sure that there are some here who at some time have been hit by the gospel arrow. You felt the wound of that conviction, and you plunged into the world deeper, just as the stag, when the hounds are after it, plunges into Schroon lake, expecting in that way to escape. Jesus Christ is on your track to-day, impenitent man—not in wrath, but in mercy. O ye chased and panting souls, here is the stream of God's mercy and salvation, where you may cool your thirst! Stop that chase of sin to-day. By the red fountain that leaped from the heart of my Lord I bid you stop. Is there in all this house any one who can refuse the offer that comes from the heart of the dying Son of God? Why, do you know that there are in the banished world souls that for that offer you get to-day would fling the crown of the universe at your feet if they possessed it? But they went out on the mountains; the storm took them, and they died. xyxy=(502,1567,729,1870)
paragraph: The net increase in the combined acreage is 572,000 acres, or the total of 34,619,000 for 1896, against 34,047,000 last year. xyxy=(1211,1431,1436,1475)
spring-states-heading: SPRING STATES. xyxy=(1278,1320,1368,1333)
table-row xyxy=(1211,1340,1436,1352)
table-row xyxy=(1211,1194,1436,1205)
table-cell: 1892 ........ 515 xyxy=(1341,461,1436,473)
text-line: c xyxy=(1445,396,1451,408)
table-row xyxy=(1211,1388,1436,1400)
table-cell: 1883 ........ 421 xyxy=(1211,461,1305,473)
text-line: n xyxy=(1445,300,1451,312)
paragraph: The value of the wheat crops of recent years, as given by the Department of Agriculture, is as follows: xyxy=(1211,787,1436,832)
table-row xyxy=(1211,1352,1436,1364)
paragraph: All people who are trying to do good will find this discourse of Dr. Talmage inspiring as well as unique. His text was Genesis x, 9, "He was a mighty hunter before the Lord." xyxy=(23,237,248,296)
table-cell: 1896 ........ 475 xyxy=(1341,509,1436,520)
table-row xyxy=(1211,1577,1436,1600)
crop-bushels-table xyxy=(1211,425,1436,533)
body-michigan-cont xyxy=(972,52,1199,2306)
table-cell: California xyxy=(1211,1182,1267,1194)
text-line: e xyxy=(1445,369,1451,381)
winter-states-heading: WINTER STATES. xyxy=(1276,1162,1371,1175)
subdeck-michigan: Alleged Pension Check Forger Run to Earth—Muskegon Man Badly Hurt by a Foolish Trick—Exact Figures of Cyclone Loss. xyxy=(735,162,960,207)
table-cell: 1886 ........ 457 xyxy=(1211,497,1305,508)
table-cell: Minnesota .......92 xyxy=(1211,1577,1261,1600)
text-line: p xyxy=(1445,410,1451,422)
table-row xyxy=(1211,425,1436,437)
text-line: i xyxy=(1445,341,1449,353)
paragraph: I remark, again, if you wanted to be successful in spiritual archery, you need not only to bring down the game, but bring it in. I think one of the most beautiful pictures of Thorwaldsen is his "Autumn." It represents a sportsman coming home and standing under a grapevine. He has a staff over his shoulder and on the other end of that staff are hung a rabbit and a brace of birds. Every hunter brings home the game. No one would think of bringing down a reindeer or whipping up a stream for trout and letting them lie in the woods. At eventide the camp is adorned with the treasures of the forest—buck and fin and antler. If you go out to hunt for immortal souls, not only bring them down under the arrow of the gospel, but bring them into the church of God, the encampment we have pitched this side of the skies. Fetch them in. Do not let them lie out in the open field. They need our prayers and sympathies and help. That is the meaning of the church of God—help. O ye hunters for the Lord, not only bring down the game, but bring it in! xyxy=(502,792,729,1126)
vanity-text-2 xyxy=(1211,2200,1436,2464)
table-cell: 1887 ........ 456 xyxy=(1211,509,1305,520)
section-heading: Serious Accident at Muskegon. xyxy=(773,1010,922,1023)
table-cell: 11,438,000 xyxy=(1380,1413,1436,1424)
text-line: b xyxy=(1445,190,1451,201)
paragraph: A mournful procession of wagons, horses, farmer, farmer's wife, children and blasted hopes passed through Detroit Thursday, bound east. Twelve years ago the farmer and his wife sold their farm, and with "Nebraska or bust" on their canopy top wagon for a motto, started west. They stood it a long time, but drouth, cyclones and poor crops finally conquered them. They will reach home in a few weeks, and the migratory farmer will be looking for a job on the place he used to own. The roaming farmer gathers little moss and cuts little ice. xyxy=(972,683,1199,865)
section-heading: A Search for Game. xyxy=(87,218,183,231)
table-cell: Other States xyxy=(1211,1388,1278,1400)
table-cell: Pennsylvania xyxy=(1211,1255,1278,1266)
table-cell: Missouri xyxy=(1211,1243,1256,1254)
brock-sisters-illustration xyxy=(1211,2044,1436,2177)
table-cell: 2,530,800 xyxy=(1386,1353,1436,1364)
paragraph: Gov. Rich is still greatly disturbed over the meager response to his appeals for aid for the cyclone sufferers, and is now writing personal letters to Mayors of cities and presidents of villages throughout the State, asking them to see that the citizens of their respective jurisdictions are informed as to the needs of the sufferers and urged to make contributions to the relief fund. xyxy=(735,2207,960,2327)
table-cell: Nebraska .......105 xyxy=(1211,1637,1267,1660)
